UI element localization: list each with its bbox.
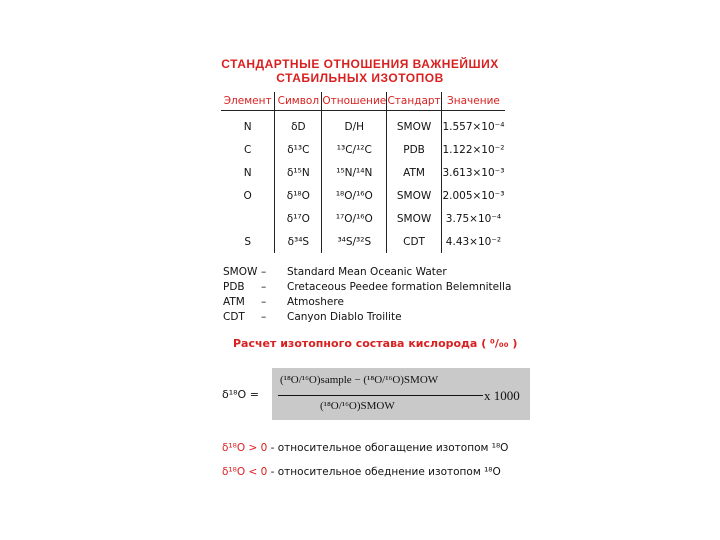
table-row bbox=[221, 207, 505, 230]
cell-symbol: δ³⁴S bbox=[275, 230, 322, 253]
column-header-standard: Стандарт bbox=[387, 92, 442, 111]
cell-ratio: ¹³C/¹²C bbox=[322, 138, 387, 161]
cell-standard: SMOW bbox=[387, 207, 442, 230]
cell-standard: CDT bbox=[387, 230, 442, 253]
cell-ratio: D/H bbox=[322, 111, 387, 139]
table-header-row bbox=[221, 92, 505, 111]
cell-value: 3.613×10⁻³ bbox=[442, 166, 505, 179]
formula-multiplier: x 1000 bbox=[484, 388, 520, 403]
formula-lhs: δ¹⁸O = bbox=[222, 388, 259, 401]
legend-row-cdt bbox=[223, 311, 511, 326]
column-header-element: Элемент bbox=[221, 92, 275, 111]
cell-ratio: ¹⁷O/¹⁶O bbox=[322, 207, 387, 230]
cell-element: N bbox=[221, 111, 275, 139]
cell-symbol: δ¹³C bbox=[275, 138, 322, 161]
cell-symbol: δ¹⁷O bbox=[275, 207, 322, 230]
cell-element: S bbox=[221, 230, 275, 253]
legend-dash: – bbox=[261, 296, 267, 308]
formula-denominator: (¹⁸O/¹⁶O)SMOW bbox=[320, 400, 395, 412]
table-row bbox=[221, 230, 505, 253]
formula-numerator: (¹⁸O/¹⁶O)sample − (¹⁸O/¹⁶O)SMOW bbox=[280, 374, 439, 386]
legend-row-smow bbox=[223, 266, 511, 281]
cell-standard: ATM bbox=[387, 161, 442, 184]
isotope-ratio-table bbox=[221, 92, 505, 253]
cell-element bbox=[221, 207, 275, 230]
legend-row-atm bbox=[223, 296, 511, 311]
cell-value: 1.557×10⁻⁴ bbox=[442, 120, 505, 133]
cell-symbol: δ¹⁵N bbox=[275, 161, 322, 184]
cell-symbol: δD bbox=[275, 111, 322, 139]
table-row bbox=[221, 184, 505, 207]
table-row bbox=[221, 138, 505, 161]
cell-value: 4.43×10⁻² bbox=[445, 235, 502, 248]
statement-text: - относительное обогащение изотопом ¹⁸O bbox=[270, 442, 509, 454]
legend-abbr: SMOW bbox=[223, 266, 258, 278]
legend-dash: – bbox=[261, 266, 267, 278]
legend-desc: Atmoshere bbox=[287, 296, 344, 308]
cell-standard: SMOW bbox=[387, 184, 442, 207]
cell-ratio: ³⁴S/³²S bbox=[322, 230, 387, 253]
cell-standard: PDB bbox=[387, 138, 442, 161]
fraction-bar bbox=[278, 395, 483, 396]
column-header-value: Значение bbox=[441, 92, 505, 111]
abbreviation-legend bbox=[223, 266, 511, 326]
cell-element: C bbox=[221, 138, 275, 161]
legend-row-pdb bbox=[223, 281, 511, 296]
legend-desc: Standard Mean Oceanic Water bbox=[287, 266, 447, 278]
cell-value: 3.75×10⁻⁴ bbox=[445, 212, 502, 225]
statement-expr: δ¹⁸O < 0 bbox=[222, 466, 268, 478]
legend-abbr: CDT bbox=[223, 311, 245, 323]
delta-formula bbox=[272, 368, 530, 420]
page-title-line-1: СТАНДАРТНЫЕ ОТНОШЕНИЯ ВАЖНЕЙШИХ bbox=[221, 57, 499, 71]
cell-value: 1.122×10⁻² bbox=[442, 143, 505, 156]
column-header-symbol: Символ bbox=[275, 92, 322, 111]
table-row bbox=[221, 161, 505, 184]
column-header-ratio: Отношение bbox=[322, 92, 387, 111]
page-title-line-2: СТАБИЛЬНЫХ ИЗОТОПОВ bbox=[276, 71, 444, 85]
cell-value: 2.005×10⁻³ bbox=[442, 189, 505, 202]
cell-element: N bbox=[221, 161, 275, 184]
oxygen-calc-heading: Расчет изотопного состава кислорода ( ⁰/₀₀ ) bbox=[233, 337, 518, 350]
table-row bbox=[221, 111, 505, 139]
cell-ratio: ¹⁵N/¹⁴N bbox=[322, 161, 387, 184]
enrichment-statement bbox=[222, 442, 508, 454]
cell-symbol: δ¹⁸O bbox=[275, 184, 322, 207]
depletion-statement bbox=[222, 466, 501, 478]
cell-standard: SMOW bbox=[387, 111, 442, 139]
legend-desc: Canyon Diablo Troilite bbox=[287, 311, 402, 323]
legend-dash: – bbox=[261, 281, 267, 293]
legend-abbr: PDB bbox=[223, 281, 245, 293]
statement-text: - относительное обеднение изотопом ¹⁸O bbox=[270, 466, 501, 478]
legend-dash: – bbox=[261, 311, 267, 323]
cell-element: O bbox=[221, 184, 275, 207]
legend-abbr: ATM bbox=[223, 296, 245, 308]
cell-ratio: ¹⁸O/¹⁶O bbox=[322, 184, 387, 207]
legend-desc: Cretaceous Peedee formation Belemnitella bbox=[287, 281, 512, 293]
statement-expr: δ¹⁸O > 0 bbox=[222, 442, 268, 454]
